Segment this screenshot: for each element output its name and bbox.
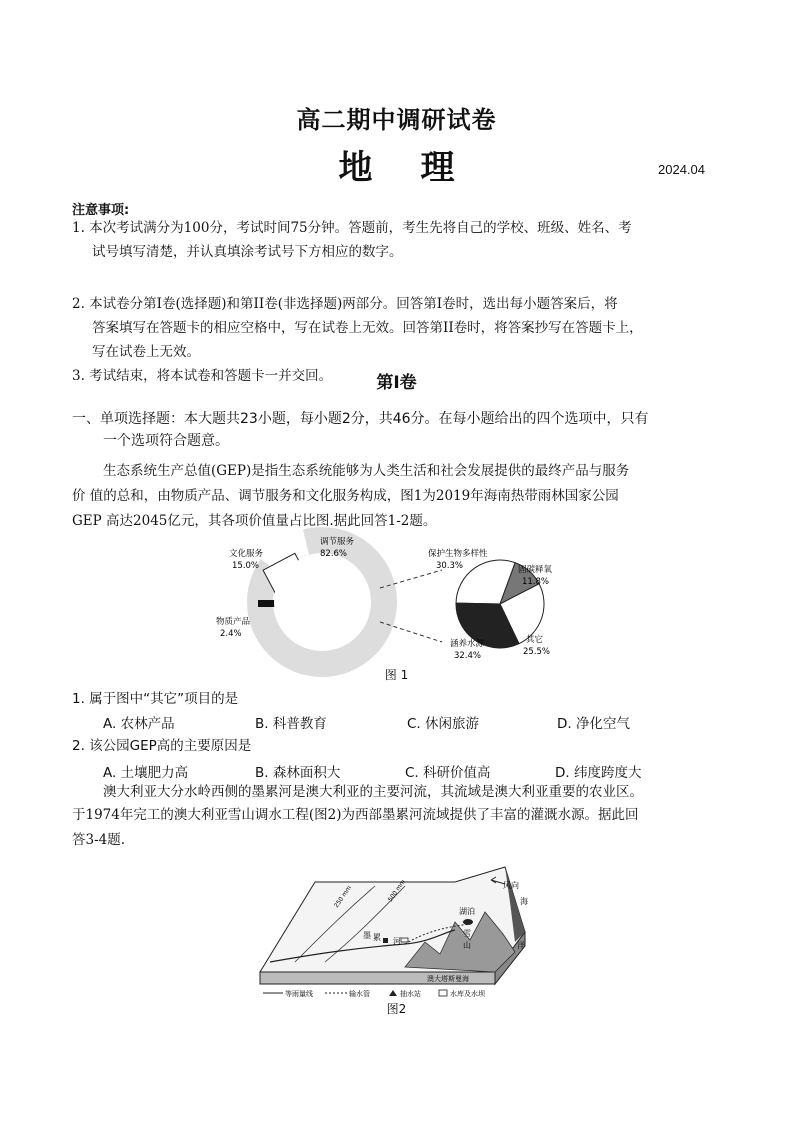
passage2-line: 于1974年完工的澳大利亚雪山调水工程(图2)为西部墨累河流域提供了丰富的灌溉水源。据此回 [72,807,639,823]
figure1-caption: 图 1 [384,668,409,682]
legend-reservoir: 水库及水坝 [450,990,485,998]
label-sea2: 洋 [517,941,525,950]
question-1-option-d[interactable]: D. 净化空气 [557,716,630,732]
label-material-pct: 2.4% [220,629,242,639]
label-strait: 澳大塔斯曼海 [427,975,469,983]
label-lake: 湖泊 [459,907,475,916]
figure2-map [255,862,535,1002]
section-title: 第I卷 [376,373,417,393]
passage2-line: 答3-4题. [72,832,126,848]
exam-date: 2024.04 [658,162,705,177]
label-isohyet-500: 500 mm [386,878,408,904]
label-material-name: 物质产品 [216,617,251,627]
label-bio-name: 保护生物多样性 [428,549,488,559]
label-bio-pct: 30.3% [436,561,464,571]
question-2-option-b[interactable]: B. 森林面积大 [255,765,341,781]
label-regulate-pct: 82.6% [320,549,348,559]
legend-pump: 抽水站 [400,990,421,998]
passage1-line: 生态系统生产总值(GEP)是指生态系统能够为人类生活和社会发展提供的最终产品与服务 [103,463,630,479]
passage2-line: 澳大利亚大分水岭西侧的墨累河是澳大利亚的主要河流，其流域是澳大利亚重要的农业区。 [103,784,643,800]
label-sea1: 海 [520,897,528,906]
label-other-pct: 25.5% [523,647,551,657]
notes-heading: 注意事项: [72,203,130,218]
label-carbon-name: 固碳释氧 [518,565,553,575]
legend-pipe: 输水管 [349,990,370,998]
note-line: 答案填写在答题卡的相应空格中，写在试卷上无效。回答第II卷时，将答案抄写在答题卡上， [92,320,643,336]
label-river3: 河 [393,937,401,946]
label-culture-name: 文化服务 [229,549,264,559]
question-2-option-c[interactable]: C. 科研价值高 [405,765,491,781]
question-2-option-a[interactable]: A. 土壤肥力高 [103,765,189,781]
note-line: 2. 本试卷分第I卷(选择题)和第II卷(非选择题)两部分。回答第I卷时，选出每小题答案后，将 [72,296,618,312]
lake-icon [463,919,473,925]
note-line: 试号填写清楚，并认真填涂考试号下方相应的数字。 [92,244,403,260]
label-water-pct: 32.4% [454,651,482,661]
question-1-stem: 1. 属于图中“其它”项目的是 [72,691,239,707]
passage1-line: 价 值的总和，由物质产品、调节服务和文化服务构成，图1为2019年海南热带雨林国家公园 [72,488,619,504]
subject-char-1: 地 [338,148,373,188]
question-1-option-a[interactable]: A. 农林产品 [103,716,175,732]
label-snow2: 山 [463,941,471,950]
label-river1: 墨 [363,931,371,940]
question-1-option-c[interactable]: C. 休闲旅游 [407,716,480,732]
note-line: 3. 考试结束，将本试卷和答题卡一并交回。 [72,368,333,384]
label-culture-pct: 15.0% [232,561,260,571]
label-isohyet-250: 250 mm [332,884,354,910]
label-river2: 累 [373,933,381,942]
section-instructions-cont: 一个选项符合题意。 [103,433,229,449]
passage1-line: GEP 高达2045亿元，其各项价值量占比图.据此回答1-2题。 [72,513,437,529]
exam-title: 高二期中调研试卷 [296,106,497,134]
label-other-name: 其它 [526,635,544,645]
label-snow1: 雪 [463,929,471,938]
label-carbon-pct: 11.8% [522,577,550,587]
note-line: 1. 本次考试满分为100分，考试时间75分钟。答题前，考生先将自己的学校、班级、姓名、考 [72,220,632,236]
section-instructions: 一、单项选择题：本大题共23小题，每小题2分，共46分。在每小题给出的四个选项中，只有 [72,411,649,427]
label-water-name: 涵养水源 [450,639,485,649]
question-2-stem: 2. 该公园GEP高的主要原因是 [72,738,252,754]
donut-inner [274,554,370,650]
note-line: 写在试卷上无效。 [92,344,200,360]
label-wind: 风向 [503,881,519,890]
subject-char-2: 理 [420,148,455,188]
figure2-caption: 图2 [386,1002,407,1016]
legend-pump-icon [389,990,397,996]
pump-station-icon [383,938,388,943]
legend-reservoir-icon [439,990,447,996]
question-2-option-d[interactable]: D. 纬度跨度大 [555,765,642,781]
question-1-option-b[interactable]: B. 科普教育 [255,716,327,732]
legend-isohyet: 等雨量线 [285,990,313,998]
figure1-chart [210,537,570,666]
label-regulate-name: 调节服务 [320,537,355,547]
